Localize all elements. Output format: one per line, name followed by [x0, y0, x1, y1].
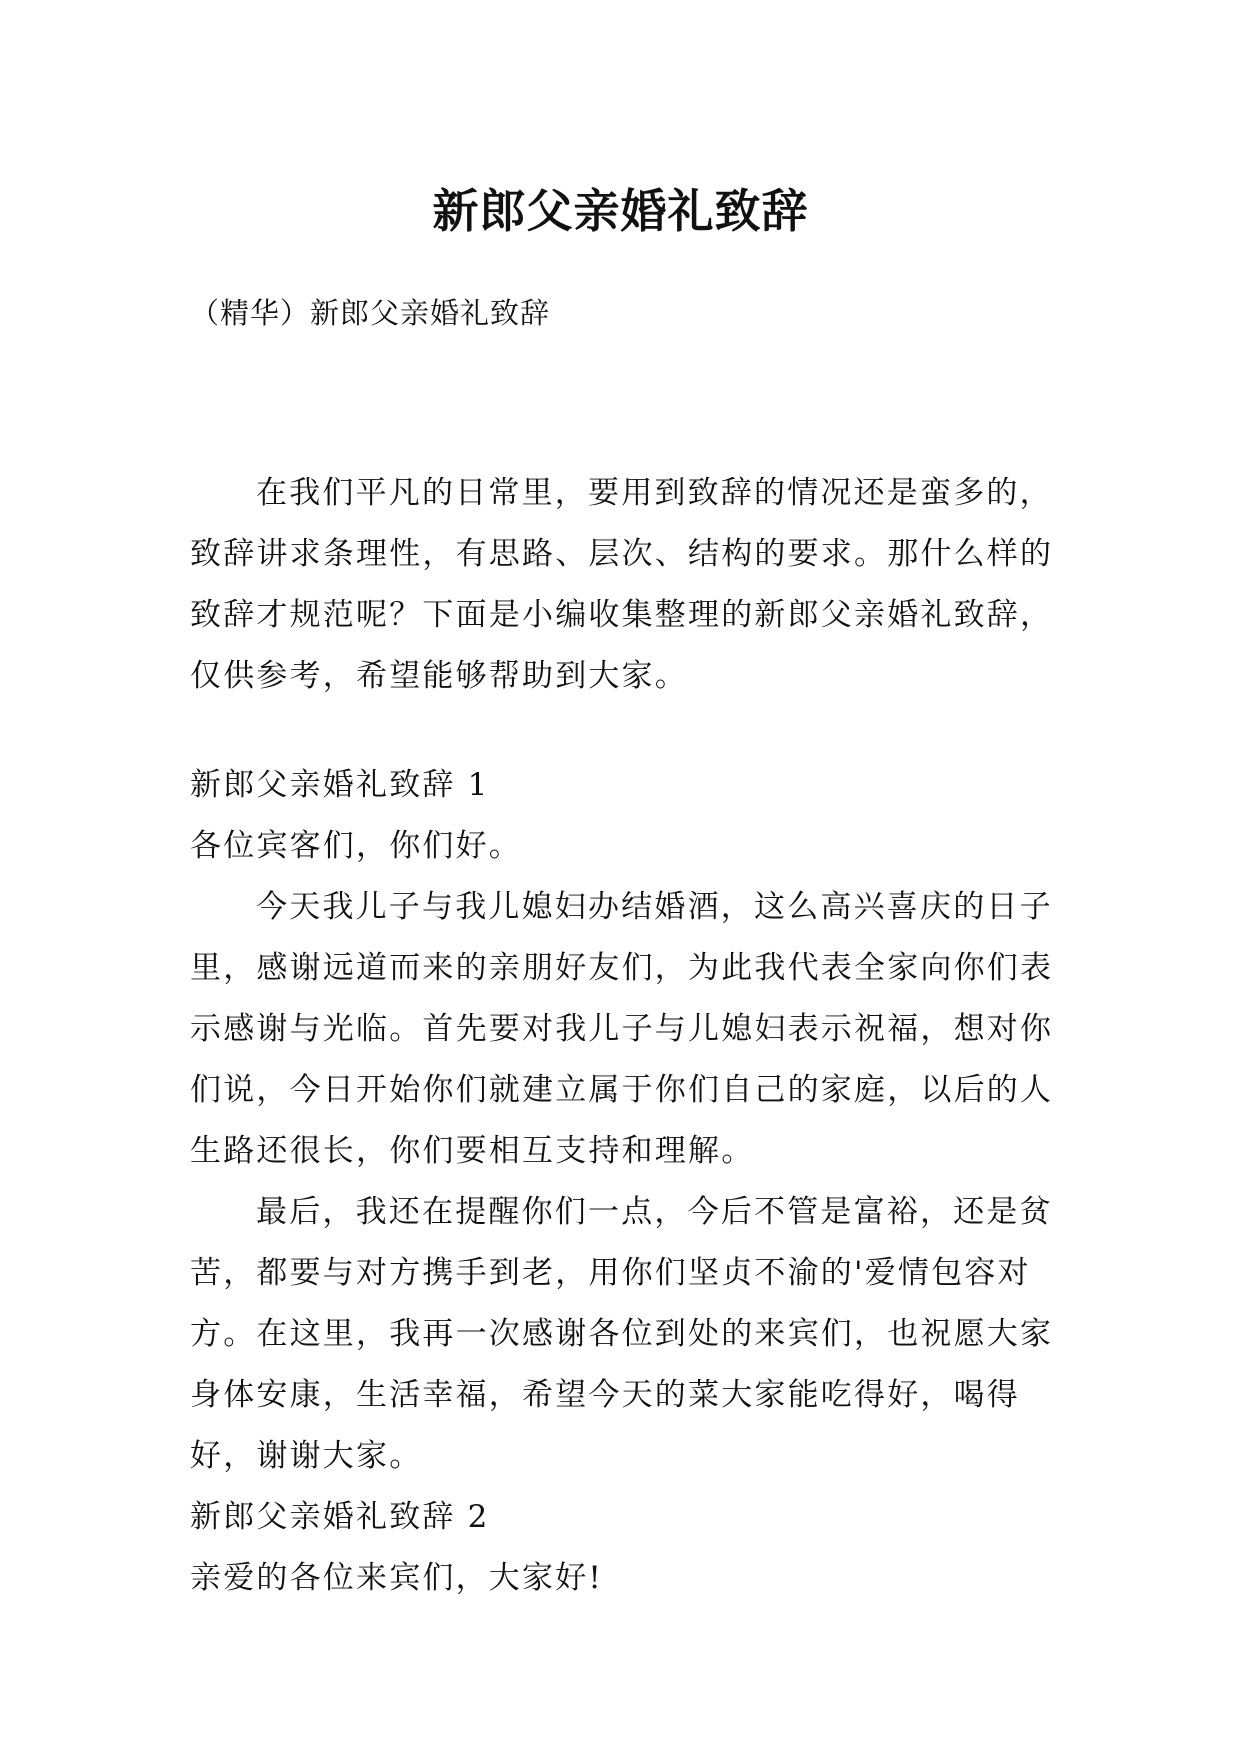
section-2-greeting: 亲爱的各位来宾们，大家好!: [190, 1560, 604, 1596]
section-1-paragraph-1: 今天我儿子与我儿媳妇办结婚酒，这么高兴喜庆的日子里，感谢远道而来的亲朋好友们，为此我代表全家向你们表示感谢与光临。首先要对我儿子与儿媳妇表示祝福，想对你们说，今日开始你们就建立属于你们自己的家庭，以后的人生路还很长，你们要相互支持和理解。: [190, 889, 1054, 1169]
section-1-greeting: 各位宾客们，你们好。: [190, 828, 522, 864]
document-title: 新郎父亲婚礼致辞: [432, 183, 809, 238]
section-2-heading: 新郎父亲婚礼致辞 2: [190, 1499, 490, 1535]
intro-block: [190, 463, 1056, 707]
speech-sections: [190, 755, 1056, 1609]
intro-paragraph: 在我们平凡的日常里，要用到致辞的情况还是蛮多的，致辞讲求条理性，有思路、层次、结构的要求。那什么样的致辞才规范呢？下面是小编收集整理的新郎父亲婚礼致辞，仅供参考，希望能够帮助到大家。: [190, 475, 1054, 694]
document-subtitle: （精华）新郎父亲婚礼致辞: [190, 296, 551, 330]
section-1-paragraph-2: 最后，我还在提醒你们一点，今后不管是富裕，还是贫苦，都要与对方携手到老，用你们坚贞不渝的'爱情包容对方。在这里，我再一次感谢各位到处的来宾们，也祝愿大家身体安康，生活幸福，希望今天的菜大家能吃得好，喝得好，谢谢大家。: [190, 1194, 1054, 1474]
section-1-heading: 新郎父亲婚礼致辞 1: [190, 767, 490, 803]
